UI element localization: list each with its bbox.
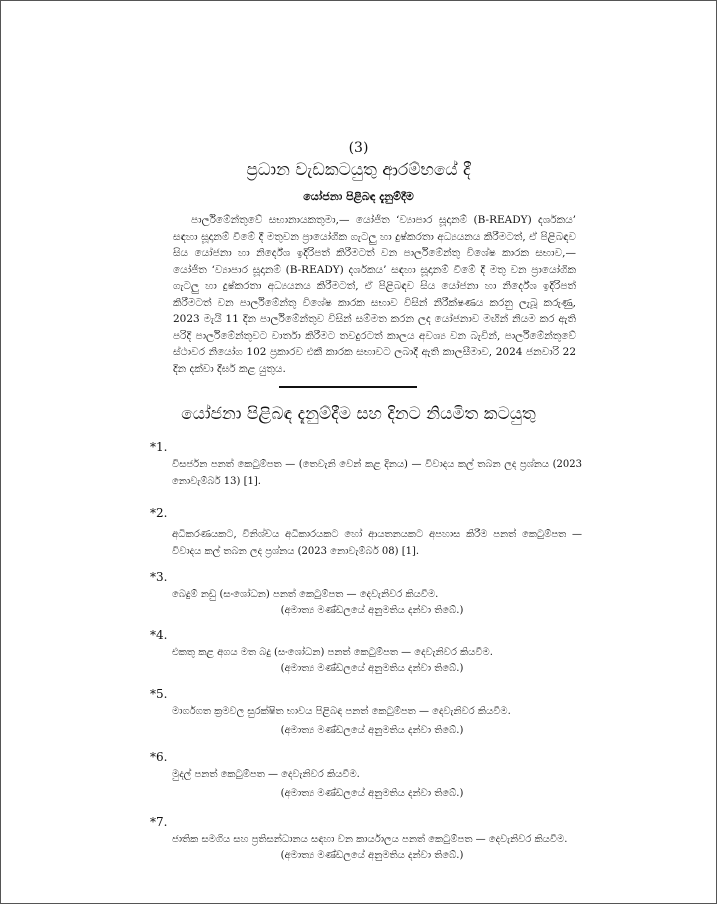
agenda-item-text: අධිකරණයකට, විනිශ්චය අධිකාරයකට හෝ ආයතනයකට අපහාස කිරීම පනත් කෙටුම්පත — විවාදය කල් තබන ලද ප්‍රශ්නය (2023 නොවැම්බර් 08) [1].	[172, 529, 582, 557]
agenda-item-text: මුදල් පනත් කෙටුම්පත — දෙවැනිවර කියවීම.	[172, 769, 360, 780]
agenda-item-number: *3.	[150, 570, 168, 584]
agenda-item	[150, 815, 590, 864]
agenda-item-note: (අමාත්‍ය මණ්ඩලයේ අනුමතිය දන්වා තිබේ.)	[280, 850, 464, 861]
agenda-item-note: (අමාත්‍ය මණ්ඩලයේ අනුමතිය දන්වා තිබේ.)	[280, 725, 464, 736]
agenda-item-text: විසර්ජන පනත් කෙටුම්පත — (තෙවැනි වෙන් කළ දිනය) — විවාදය කල් තබන ලද ප්‍රශ්නය (2023 නොවැම්බර් 13) [1].	[172, 459, 582, 487]
agenda-item-number: *1.	[150, 440, 168, 454]
agenda-item-text: බෙදුම් නඩු (සංශෝධන) පනත් කෙටුම්පත — දෙවැනිවර කියවීම.	[172, 589, 439, 600]
agenda-item-number: *6.	[150, 750, 168, 764]
page-number: (3)	[348, 140, 369, 156]
agenda-item	[150, 750, 590, 802]
agenda-item-number: *4.	[150, 628, 168, 642]
agenda-item-note: (අමාත්‍ය මණ්ඩලයේ අනුමතිය දන්වා තිබේ.)	[280, 605, 464, 616]
agenda-item-number: *2.	[150, 506, 168, 520]
section-title: ප්‍රධාන වැඩකටයුතු ආරම්භයේ දී	[246, 160, 471, 180]
agenda-item	[150, 506, 590, 560]
agenda-item-number: *5.	[150, 687, 168, 701]
agenda-item-text: ජාතික සමගිය සහ ප්‍රතිසන්ධානය සඳහා වන කාර්යාලය පනත් කෙටුම්පත — දෙවැනිවර කියවීම.	[172, 834, 568, 845]
agenda-item-note: (අමාත්‍ය මණ්ඩලයේ අනුමතිය දන්වා තිබේ.)	[280, 663, 464, 674]
agenda-title: යෝජනා පිළිබඳ දැනුම්දීම සහ දිනට නියමිත කටයුතු	[181, 404, 536, 424]
section-subtitle: යෝජනා පිළිබඳ දැනුම්දීම	[303, 190, 414, 203]
motion-paragraph: පාර්ලිමේන්තුවේ සභානායකතුමා,— යෝජිත ‘ව්‍යාපාර සූදානම් (B-READY) දර්ශකය’ සඳහා සූදානම් වීමේ දී මතුවන ප්‍රායෝගික ගැටලු හා දුෂ්කරතා අධ්‍යයනය කිරීමටත්, ඒ පිළිබඳව සිය යෝජනා හා නිර්දේශ ඉදිරිපත් කිරීමටත් වන පාර්ලිමේන්තු විශේෂ කාරක සභාව,— යෝජිත ‘ව්‍යාපාර සූදානම් (B-READY) දර්ශකය’ සඳහා සූදානම් වීමේ දී මතු වන ප්‍රායෝගික ගැටලු හා දුෂ්කරතා අධ්‍යයනය කිරීමටත්, ඒ පිළිබඳව සිය යෝජනා හා නිර්දේශ ඉදිරිපත් කිරීමටත් වන පාර්ලිමේන්තු විශේෂ කාරක සභාව විසින් නිරීක්ෂණය කරනු ලැබූ කරුණු, 2023 මැයි 11 දින පාර්ලිමේන්තුව විසින් සම්මත කරන ලද යෝජනාව මඟින් නියම කර ඇති පරිදි පාර්ලිමේන්තුවට වාර්තා කිරීමට තවදුරටත් කාලය අවශ්‍ය වන බැවින්, පාර්ලිමේන්තුවේ ස්ථාවර නියෝග 102 ප්‍රකාරව එකී කාරක සභාවට ලබාදී ඇති කාලසීමාව, 2024 ජනවාරි 22 දින දක්වා දීර්ඝ කළ යුතුය.	[173, 214, 576, 375]
agenda-item-text: එකතු කළ අගය මත බදු (සංශෝධන) පනත් කෙටුම්පත — දෙවැනිවර කියවීම.	[172, 647, 493, 658]
section-divider	[279, 386, 417, 388]
agenda-item	[150, 570, 590, 619]
agenda-item-text: මාර්ගගත ක්‍රමවල සුරක්ෂිත භාවය පිළිබඳ පනත් කෙටුම්පත — දෙවැනිවර කියවීම.	[172, 706, 511, 717]
agenda-item	[150, 628, 590, 677]
agenda-item	[150, 687, 590, 739]
agenda-item-note: (අමාත්‍ය මණ්ඩලයේ අනුමතිය දන්වා තිබේ.)	[280, 788, 464, 799]
agenda-item-number: *7.	[150, 815, 168, 829]
agenda-item	[150, 440, 590, 490]
